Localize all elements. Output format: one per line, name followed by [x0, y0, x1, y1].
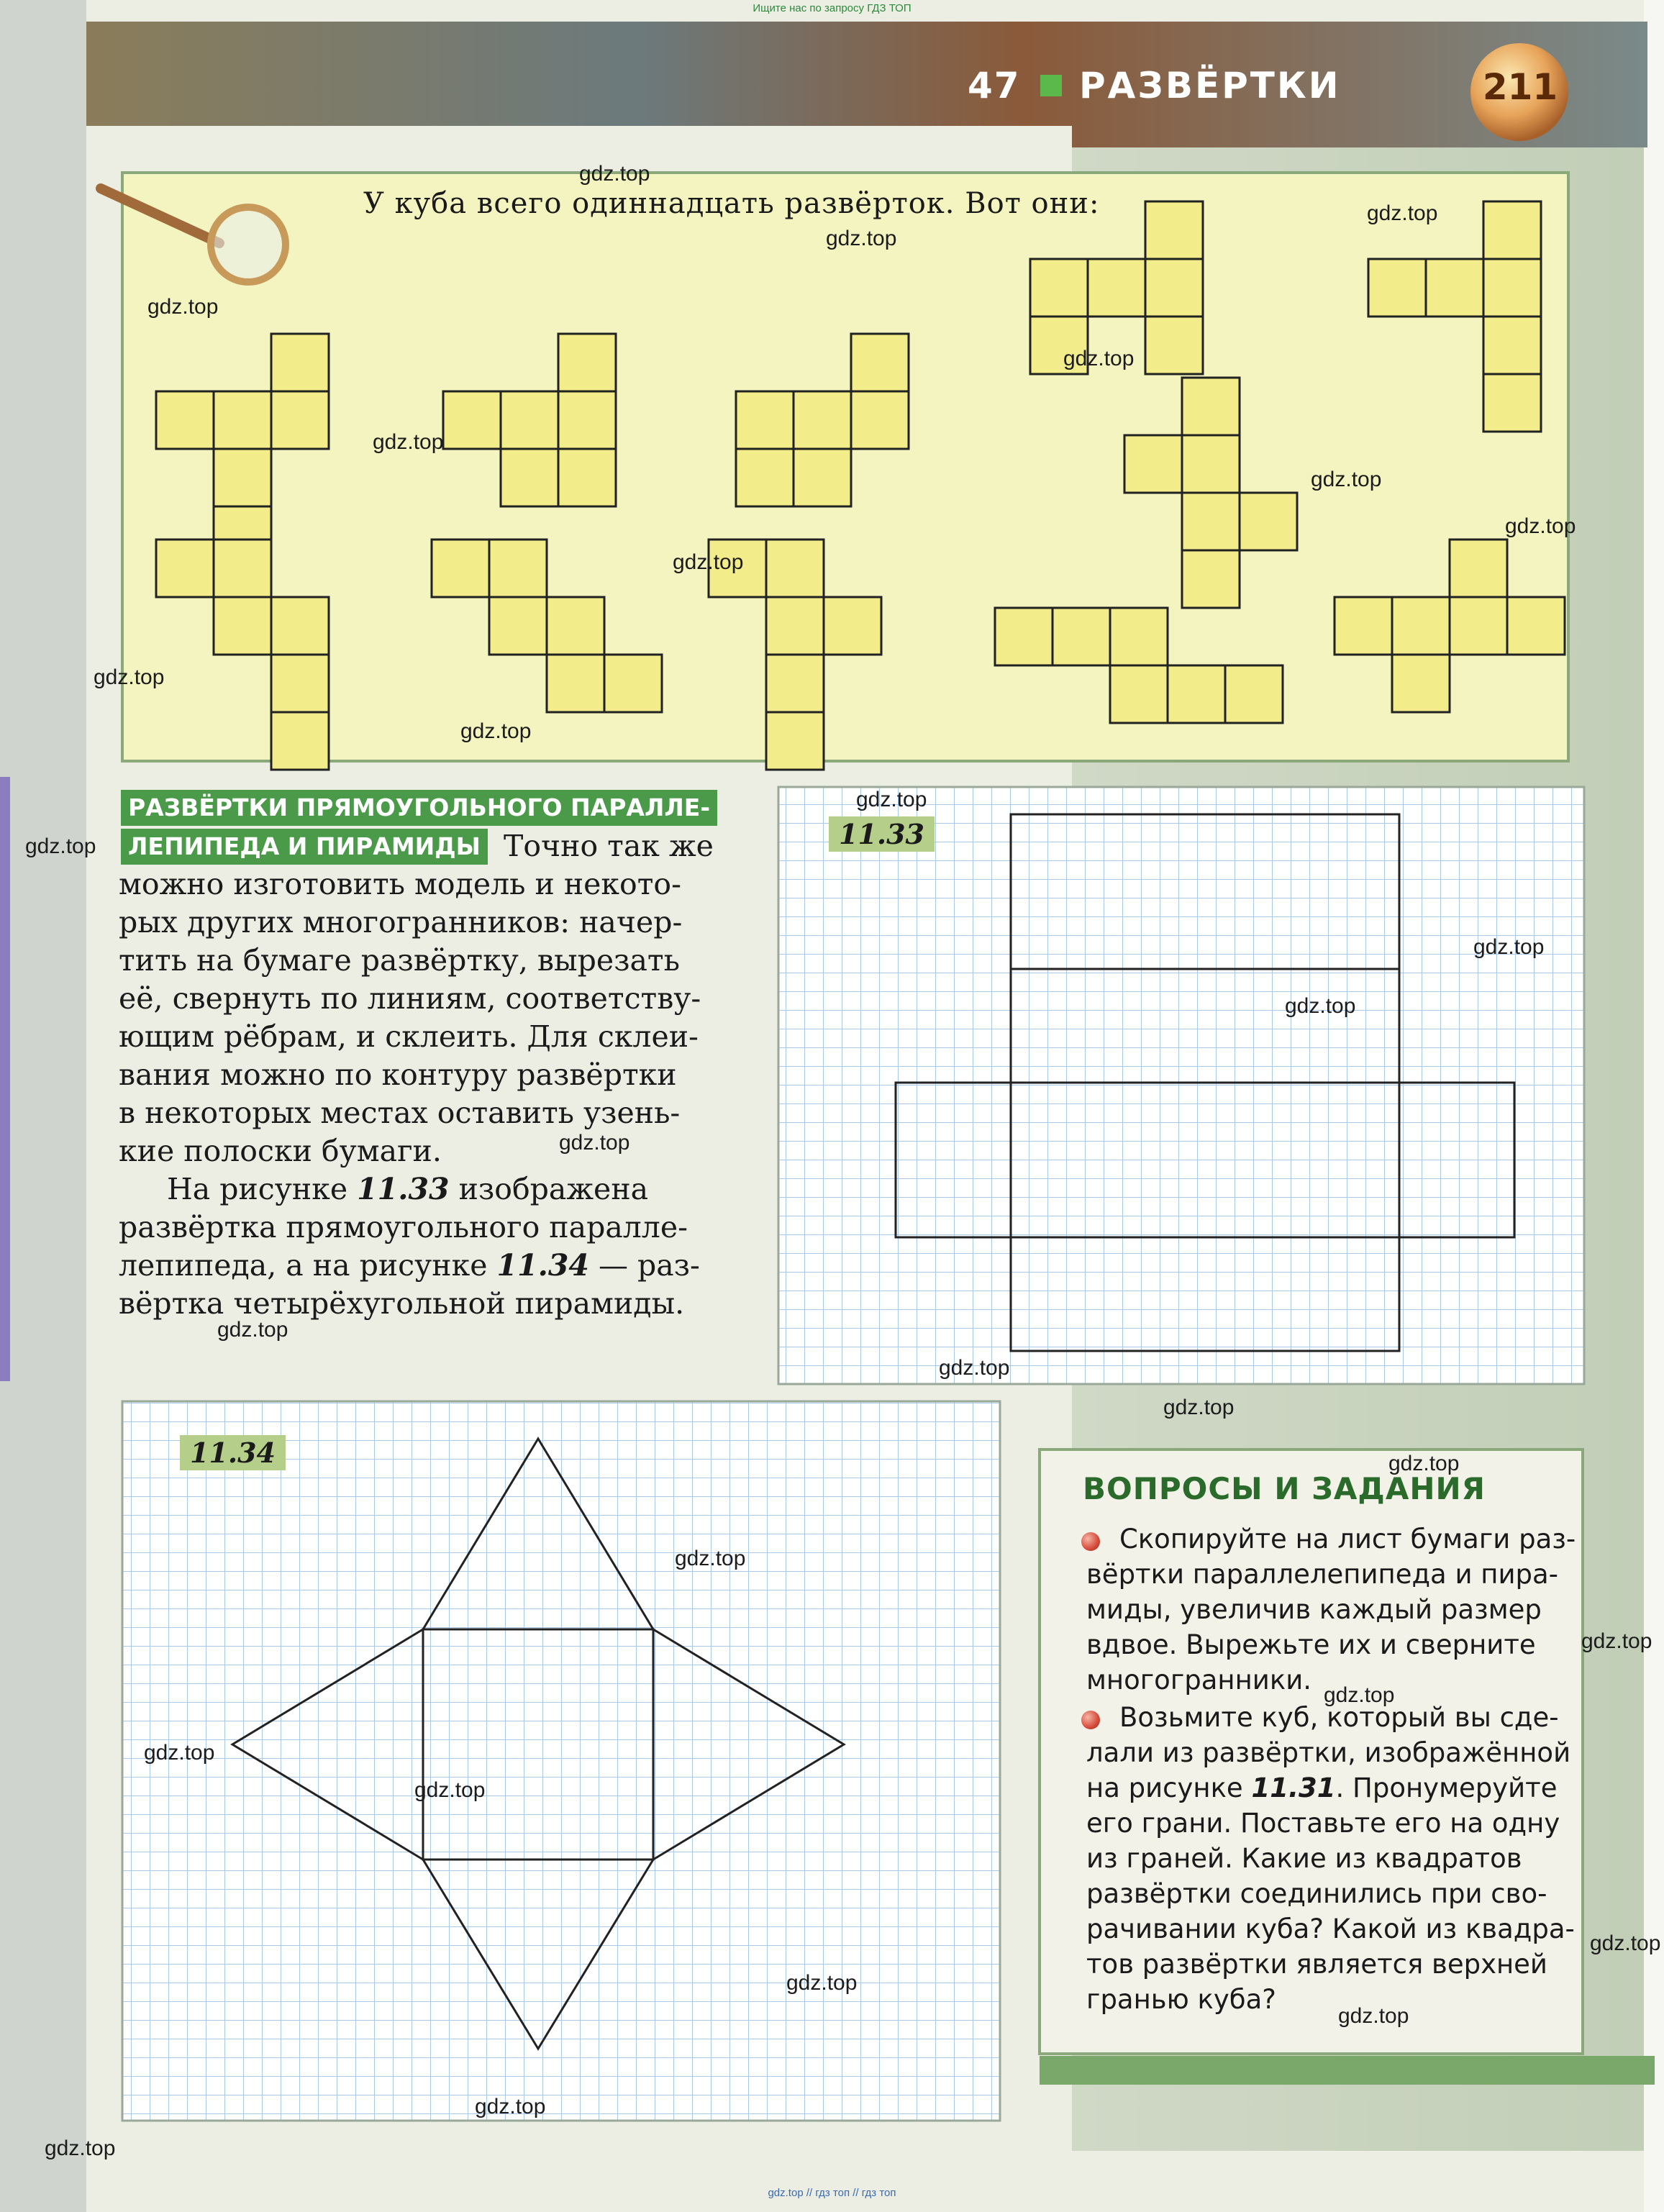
cube-net-7-face [271, 712, 329, 770]
footer-note: gdz.top // гдз топ // гдз топ [768, 2187, 896, 2199]
paragraph2-line2: развёртка прямоугольного паралле- [119, 1210, 688, 1244]
question2-line7: рачивании куба? Какой из квадра- [1086, 1913, 1575, 1944]
watermark: gdz.top [1285, 994, 1356, 1018]
watermark: gdz.top [1473, 935, 1545, 959]
cube-net-4-face [1145, 201, 1203, 259]
watermark: gdz.top [579, 162, 650, 186]
cube-net-4-face [1145, 259, 1203, 317]
watermark: gdz.top [475, 2095, 546, 2118]
cube-net-9-face [766, 712, 824, 770]
watermark: gdz.top [673, 550, 744, 574]
cube-net-9-face [824, 597, 881, 655]
question2-line1: Возьмите куб, который вы сде- [1119, 1702, 1559, 1733]
q2-line3-text-a: на рисунке [1086, 1772, 1243, 1803]
cube-net-9-face [766, 540, 824, 597]
cube-net-2-face [501, 449, 558, 506]
cube-net-5-face [1368, 259, 1426, 317]
cube-net-8-face [604, 655, 662, 712]
cube-net-11-face [1507, 597, 1565, 655]
question1-line1: Скопируйте на лист бумаги раз- [1119, 1524, 1576, 1555]
watermark: gdz.top [1163, 1396, 1235, 1419]
cube-net-6-face [1240, 493, 1297, 550]
cube-net-2-face [443, 391, 501, 449]
left-gutter [0, 0, 86, 2212]
cube-net-9-face [766, 597, 824, 655]
watermark: gdz.top [1367, 201, 1438, 225]
cube-net-11-face [1450, 597, 1507, 655]
question2-line6: развёртки соединились при сво- [1086, 1878, 1547, 1909]
cube-net-3-face [794, 449, 851, 506]
cube-net-3-face [736, 449, 794, 506]
watermark: gdz.top [1063, 347, 1135, 370]
watermark: gdz.top [144, 1741, 215, 1765]
question1-line2: вёртки параллелепипеда и пира- [1086, 1559, 1559, 1590]
cube-net-1-face [271, 334, 329, 391]
question2-line4: его грани. Поставьте его на одну [1086, 1808, 1560, 1839]
watermark: gdz.top [1338, 2004, 1409, 2028]
cube-net-2-face [558, 334, 616, 391]
chapter-square-icon [1040, 75, 1062, 96]
cube-net-6-face [1182, 493, 1240, 550]
question2-line3 [1086, 1770, 1558, 1806]
p2-line3-text-a: лепипеда, а на рисунке [119, 1248, 488, 1283]
watermark: gdz.top [414, 1778, 486, 1802]
watermark: gdz.top [675, 1547, 746, 1570]
cube-net-8-face [489, 597, 547, 655]
paragraph1-line4: тить на бумаге развёртку, вырезать [119, 943, 680, 978]
question2-line8: тов развёртки является верхней [1086, 1949, 1547, 1980]
section-heading-line2: ЛЕПИПЕДА И ПИРАМИДЫ [121, 829, 488, 865]
questions-bottom-band [1040, 2056, 1655, 2085]
q2-line3-text-b: . Пронумеруйте [1335, 1772, 1558, 1803]
watermark: gdz.top [217, 1318, 288, 1342]
watermark: gdz.top [826, 227, 897, 250]
cube-net-3-face [851, 391, 909, 449]
figure-1134-label: 11.34 [180, 1435, 286, 1470]
cube-net-6-face [1182, 550, 1240, 608]
cube-net-1-face [271, 391, 329, 449]
cube-net-1-face [214, 391, 271, 449]
cube-net-5-face [1483, 374, 1541, 432]
question2-line2: лали из развёртки, изображённой [1086, 1737, 1571, 1768]
watermark: gdz.top [460, 719, 532, 743]
cube-net-10-face [995, 608, 1052, 665]
cube-net-7-face [271, 597, 329, 655]
cube-net-7-face [214, 597, 271, 655]
cube-net-1-face [156, 391, 214, 449]
watermark: gdz.top [939, 1356, 1010, 1380]
paragraph1-line5: её, свернуть по линиям, соответству- [119, 981, 701, 1016]
paragraph1-line6: ющим рёбрам, и склеить. Для склеи- [119, 1019, 699, 1054]
figure-1133-label: 11.33 [829, 816, 935, 852]
question2-line9: гранью куба? [1086, 1984, 1276, 2015]
cube-net-5-face [1483, 201, 1541, 259]
question1-line3: миды, увеличив каждый размер [1086, 1594, 1542, 1625]
paragraph1-line1: Точно так же [504, 829, 714, 863]
top-search-note: Ищите нас по запросу ГДЗ ТОП [753, 2, 911, 14]
bullet-icon-2 [1081, 1711, 1100, 1729]
paragraph1-line9: кие полоски бумаги. [119, 1134, 442, 1168]
watermark: gdz.top [1581, 1629, 1652, 1653]
paragraph2-line4: вёртка четырёхугольной пирамиды. [119, 1286, 685, 1321]
watermark: gdz.top [1311, 468, 1382, 491]
p2-line3-text-b: — раз- [598, 1248, 700, 1283]
cube-net-8-face [547, 655, 604, 712]
chapter-number: 47 [968, 65, 1021, 106]
cube-net-5-face [1483, 259, 1541, 317]
cube-net-11-face [1392, 597, 1450, 655]
cube-net-11-face [1450, 540, 1507, 597]
cube-net-4-face [1030, 259, 1088, 317]
p2-figure-ref-1133: 11.33 [357, 1172, 450, 1206]
p2-text-b: изображена [458, 1172, 649, 1206]
cube-net-6-face [1124, 435, 1182, 493]
cube-net-5-face [1426, 259, 1483, 317]
cube-net-3-face [851, 334, 909, 391]
cube-net-10-face [1052, 608, 1110, 665]
watermark: gdz.top [786, 1971, 858, 1995]
cube-net-10-face [1110, 665, 1168, 723]
cube-net-10-face [1110, 608, 1168, 665]
cube-net-4-face [1145, 317, 1203, 374]
question1-line4: вдвое. Вырежьте их и сверните [1086, 1629, 1536, 1660]
cube-net-3-face [736, 391, 794, 449]
cube-net-6-face [1182, 435, 1240, 493]
cube-net-8-face [432, 540, 489, 597]
question2-line5: из граней. Какие из квадратов [1086, 1843, 1522, 1874]
paragraph1-line2: можно изготовить модель и некото- [119, 867, 681, 901]
watermark: gdz.top [373, 430, 444, 454]
paragraph1-line3: рых других многогранников: начер- [119, 905, 683, 939]
prev-page-edge [0, 777, 10, 1381]
watermark: gdz.top [25, 834, 96, 858]
question1-line5: многогранники. [1086, 1665, 1312, 1696]
paragraph2-line3 [119, 1247, 700, 1285]
watermark: gdz.top [856, 788, 927, 811]
watermark: gdz.top [1590, 1931, 1661, 1955]
section-heading-line1: РАЗВЁРТКИ ПРЯМОУГОЛЬНОГО ПАРАЛЛЕ- [121, 790, 717, 826]
watermark: gdz.top [1324, 1683, 1395, 1707]
cube-net-1-face [214, 449, 271, 506]
page-number: 211 [1482, 66, 1558, 108]
bullet-icon-1 [1081, 1532, 1100, 1551]
cube-net-11-face [1392, 655, 1450, 712]
cube-net-10-face [1168, 665, 1225, 723]
watermark: gdz.top [1505, 514, 1576, 538]
watermark: gdz.top [1388, 1452, 1460, 1475]
watermark: gdz.top [94, 665, 165, 689]
cube-net-6-face [1182, 378, 1240, 435]
cube-net-8-face [547, 597, 604, 655]
watermark: gdz.top [559, 1131, 630, 1155]
questions-heading: ВОПРОСЫ И ЗАДАНИЯ [1083, 1471, 1486, 1506]
watermark: gdz.top [45, 2136, 116, 2160]
cube-net-2-face [558, 391, 616, 449]
p2-text-a: На рисунке [167, 1172, 348, 1206]
q2-figure-ref-1131: 11.31 [1251, 1772, 1336, 1803]
cube-net-7-face [271, 655, 329, 712]
paragraph1-line8: в некоторых местах оставить узень- [119, 1096, 681, 1130]
paragraph2-line1 [167, 1170, 648, 1209]
cube-net-9-face [766, 655, 824, 712]
cube-net-10-face [1225, 665, 1283, 723]
chapter-title: РАЗВЁРТКИ [1079, 65, 1341, 106]
cube-net-11-face [1335, 597, 1392, 655]
cube-net-5-face [1483, 317, 1541, 374]
cube-net-2-face [558, 449, 616, 506]
p2-figure-ref-1134: 11.34 [496, 1248, 589, 1283]
cube-net-7-face [214, 540, 271, 597]
cube-net-7-face [156, 540, 214, 597]
cube-net-4-face [1088, 259, 1145, 317]
cube-net-3-face [794, 391, 851, 449]
paragraph1-line7: вания можно по контуру развёртки [119, 1057, 677, 1092]
watermark: gdz.top [147, 295, 219, 319]
cube-nets-title: У куба всего одиннадцать развёрток. Вот они: [363, 187, 1100, 220]
cube-net-8-face [489, 540, 547, 597]
cube-net-2-face [501, 391, 558, 449]
